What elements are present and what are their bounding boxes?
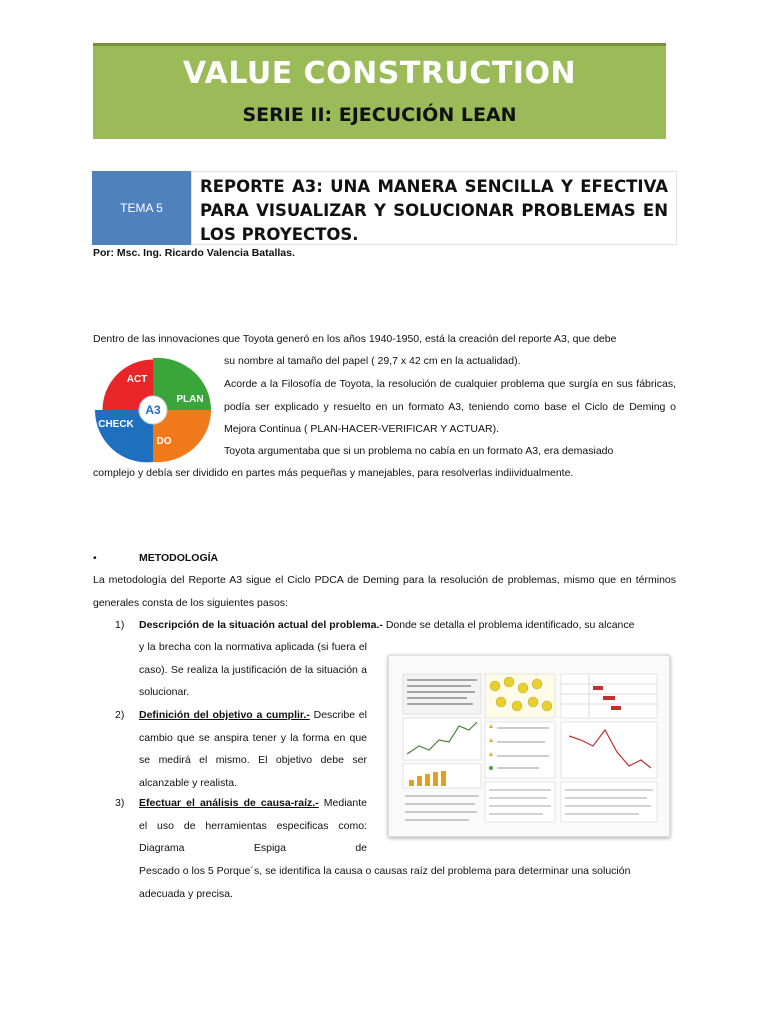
step-2-text <box>139 704 367 794</box>
step-3-body-1: Mediante el uso de herramientas especificas como: Diagrama Espiga de <box>139 797 367 854</box>
step-2-title: Definición del objetivo a cumplir.- <box>139 709 310 721</box>
step-3-number: 3) <box>115 797 125 809</box>
pdca-check-label: CHECK <box>98 419 134 430</box>
header-banner <box>93 43 666 139</box>
pdca-plan-label: PLAN <box>176 394 204 405</box>
methodology-heading-text: METODOLOGÍA <box>139 552 219 564</box>
step-2-number: 2) <box>115 709 125 721</box>
intro-paragraph-3-line-1: Toyota argumentaba que si un problema no cabía en un formato A3, era demasiado <box>224 445 614 457</box>
pdca-center-label: A3 <box>145 403 161 417</box>
series-subtitle: SERIE II: EJECUCIÓN LEAN <box>242 104 517 126</box>
pdca-cycle-image <box>93 355 213 465</box>
pdca-act-label: ACT <box>126 374 148 385</box>
step-1-title: Descripción de la situación actual del problema.- <box>139 619 383 631</box>
step-1-text-1: Donde se detalla el problema identificado, su alcance <box>382 619 635 631</box>
a3-report-example-image <box>388 655 670 837</box>
step-1-text-2: y la brecha con la normativa aplicada (si fuera el caso). Se realiza la justificación de la situación a solucionar. <box>139 641 367 698</box>
intro-paragraph-2: Acorde a la Filosofía de Toyota, la resolución de cualquier problema que surgía en sus fábricas, podía ser explicado y resuelto en un formato A3, teniendo como base el Ciclo de Deming o Mejora Continua ( PLAN-HACER-VERIFICAR Y ACTUAR). <box>224 378 676 435</box>
step-3-text-1 <box>139 792 367 860</box>
topic-label-box <box>92 171 191 245</box>
intro-line-1: Dentro de las innovaciones que Toyota generó en los años 1940-1950, está la creación del reporte A3, que debe <box>93 333 617 345</box>
step-1-line-1 <box>139 614 676 637</box>
topic-title: REPORTE A3: UNA MANERA SENCILLA Y EFECTIVA PARA VISUALIZAR Y SOLUCIONAR PROBLEMAS EN LOS PROYECTOS. <box>191 171 677 245</box>
step-3-text-2: Pescado o los 5 Porque´s, se identifica la causa o causas raíz del problema para determinar una solución adecuada y precisa. <box>139 865 631 900</box>
methodology-intro: La metodología del Reporte A3 sigue el Ciclo PDCA de Deming para la resolución de problemas, mismo que en términos generales consta de los siguientes pasos: <box>93 574 676 609</box>
step-3-title: Efectuar el análisis de causa-raíz.- <box>139 797 319 809</box>
topic-label: TEMA 5 <box>120 201 163 215</box>
document-title: VALUE CONSTRUCTION <box>182 56 577 91</box>
step-2-body: Describe el cambio que se anspira tener y la forma en que se medirá el mismo. El objetivo debe ser alcanzable y realista. <box>139 709 367 789</box>
intro-paragraph-3-line-2: complejo y debía ser dividido en partes más pequeñas y manejables, para resolverlas indiividualmente. <box>93 467 574 479</box>
intro-line-2: su nombre al tamaño del papel ( 29,7 x 42 cm en la actualidad). <box>224 355 521 367</box>
author-line: Por: Msc. Ing. Ricardo Valencia Batallas. <box>93 247 295 259</box>
step-1-number: 1) <box>115 619 125 631</box>
methodology-heading <box>93 547 393 570</box>
bullet-icon: • <box>93 552 97 564</box>
pdca-do-label: DO <box>156 436 172 447</box>
